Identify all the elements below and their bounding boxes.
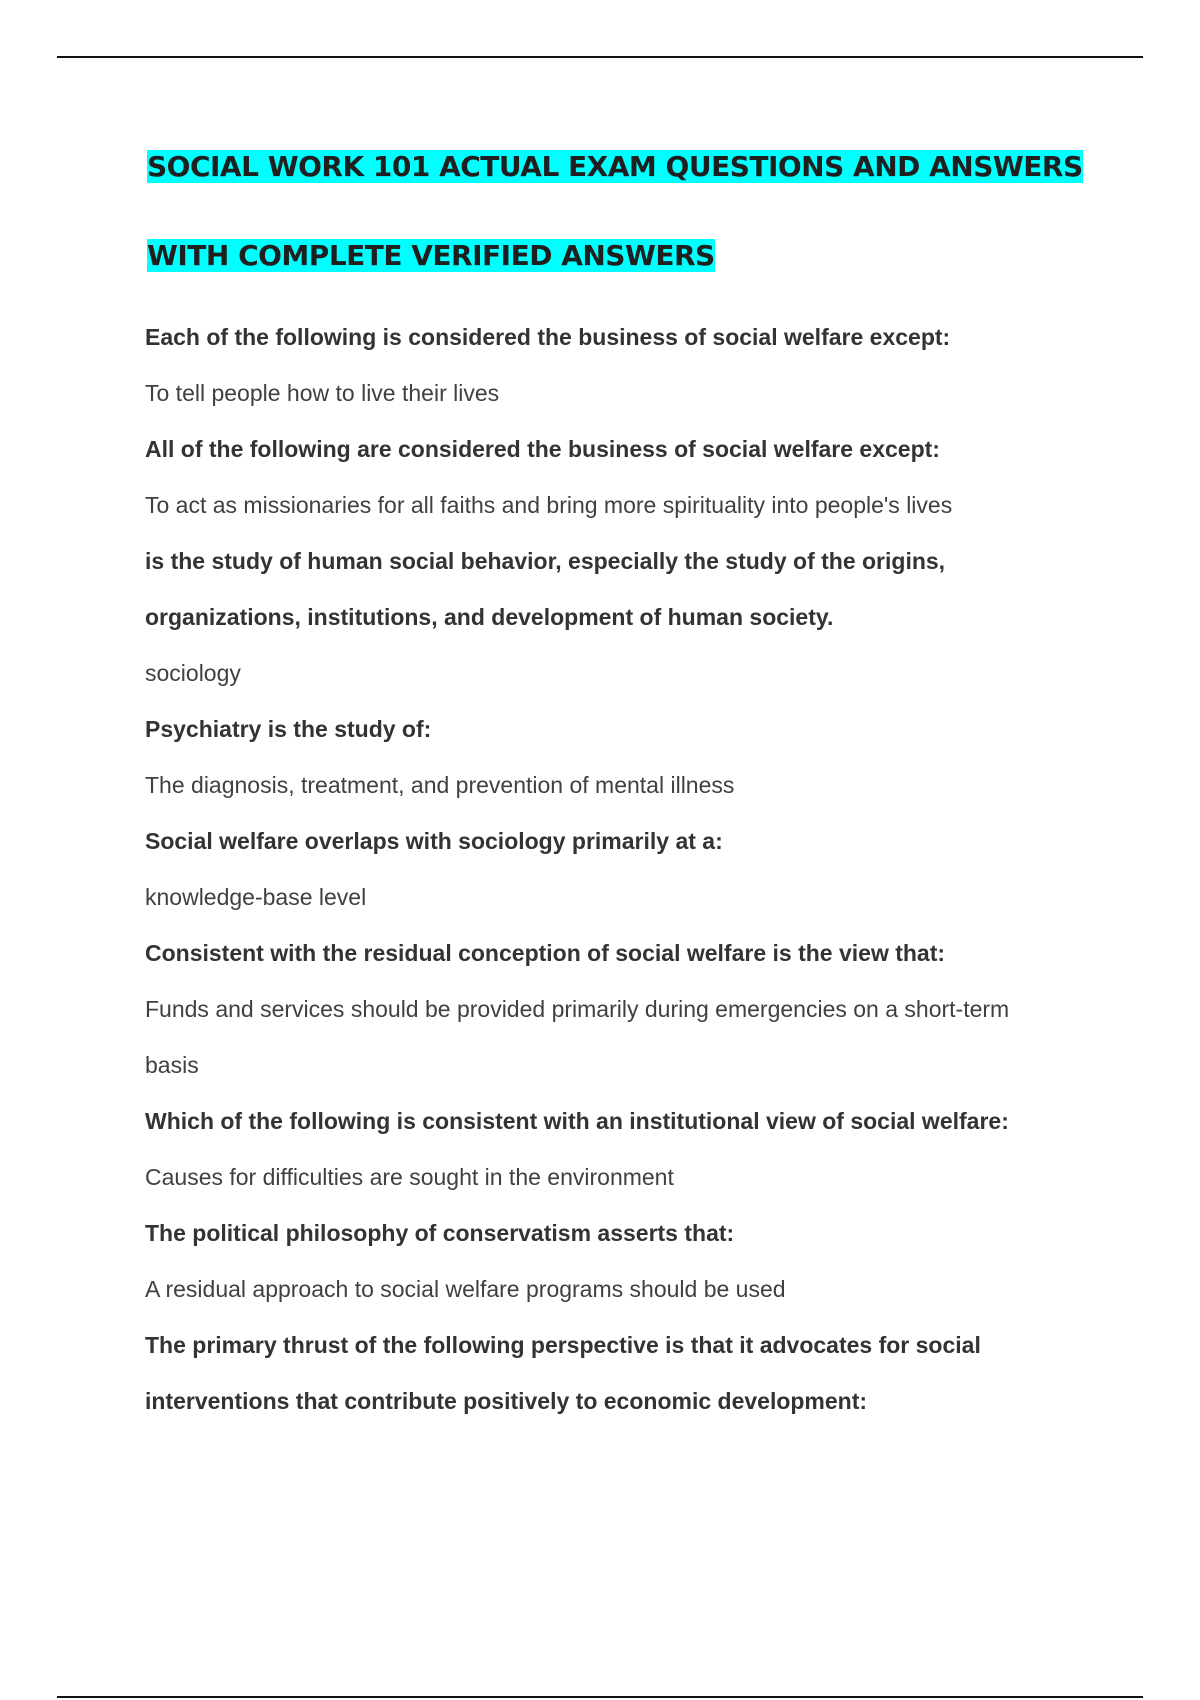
question-line: Each of the following is considered the business of social welfare except: bbox=[145, 324, 951, 350]
question-line: organizations, institutions, and development of human society. bbox=[145, 604, 834, 630]
answer-line: To act as missionaries for all faiths and bring more spirituality into people's lives bbox=[145, 492, 953, 518]
answer-line: The diagnosis, treatment, and prevention of mental illness bbox=[145, 772, 735, 798]
question-line: interventions that contribute positively to economic development: bbox=[145, 1388, 868, 1414]
answer-line: knowledge-base level bbox=[145, 884, 367, 910]
qa-content bbox=[145, 309, 1065, 1429]
top-rule bbox=[57, 56, 1143, 58]
document-title-line-1 bbox=[145, 145, 1085, 189]
question-line: Consistent with the residual conception of social welfare is the view that: bbox=[145, 940, 946, 966]
title-highlight: SOCIAL WORK 101 ACTUAL EXAM QUESTIONS AND ANSWERS bbox=[147, 150, 1083, 183]
bottom-rule bbox=[57, 1696, 1143, 1698]
question-line: is the study of human social behavior, especially the study of the origins, bbox=[145, 548, 946, 574]
answer-line: Causes for difficulties are sought in the environment bbox=[145, 1164, 674, 1190]
question-line: The political philosophy of conservatism asserts that: bbox=[145, 1220, 735, 1246]
answer-line: A residual approach to social welfare programs should be used bbox=[145, 1276, 786, 1302]
answer-line: Funds and services should be provided primarily during emergencies on a short-term bbox=[145, 996, 1010, 1022]
question-line: Which of the following is consistent with an institutional view of social welfare: bbox=[145, 1108, 1009, 1134]
document-title-line-2 bbox=[145, 234, 717, 278]
answer-line: sociology bbox=[145, 660, 241, 686]
answer-line: To tell people how to live their lives bbox=[145, 380, 500, 406]
title-highlight: WITH COMPLETE VERIFIED ANSWERS bbox=[147, 239, 715, 272]
question-line: The primary thrust of the following perspective is that it advocates for social bbox=[145, 1332, 981, 1358]
question-line: Social welfare overlaps with sociology primarily at a: bbox=[145, 828, 723, 854]
question-line: All of the following are considered the business of social welfare except: bbox=[145, 436, 940, 462]
question-line: Psychiatry is the study of: bbox=[145, 716, 432, 742]
answer-line: basis bbox=[145, 1052, 199, 1078]
